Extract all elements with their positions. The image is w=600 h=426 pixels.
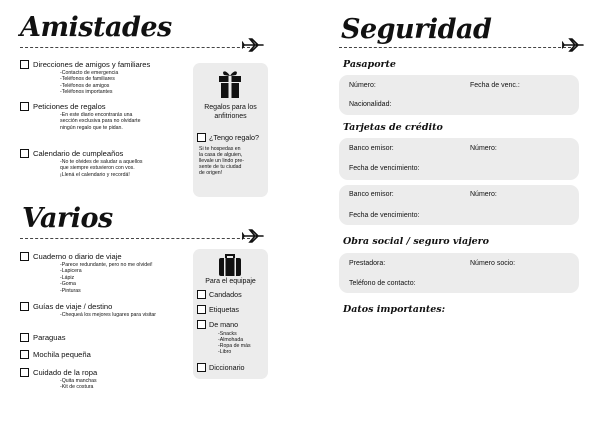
pasaporte-nacionalidad-label: Nacionalidad:	[349, 101, 392, 108]
checkbox[interactable]	[197, 305, 206, 314]
detail-line: -Libro	[218, 349, 232, 356]
note-line: llevale un lindo pre-	[199, 158, 244, 165]
item-label: Guías de viaje / destino	[33, 302, 113, 311]
note-line: sente de tu ciudad	[199, 164, 242, 171]
item-detail: -Lápiz	[60, 274, 75, 281]
checkbox[interactable]	[197, 320, 206, 329]
item-detail: -Kit de costura	[60, 384, 94, 391]
luggage-item	[197, 363, 245, 372]
luggage-caption: Para el equipaje	[205, 278, 256, 285]
gift-caption	[193, 104, 268, 121]
item-label: Paraguas	[33, 333, 66, 342]
item-detail: -Teléfonos importantes	[60, 89, 113, 96]
item-detail: -Parece redundante, pero no me olvidei!	[60, 262, 153, 268]
list-item	[20, 368, 195, 391]
detail-line: -Almohada	[218, 337, 244, 344]
checkbox[interactable]	[20, 60, 29, 69]
caption-line: anfitriones	[214, 112, 247, 120]
de-mano-details	[218, 331, 251, 355]
gift-question: ¿Tengo regalo?	[209, 133, 259, 142]
airplane-icon	[242, 229, 264, 243]
gift-checkbox-row	[197, 133, 259, 142]
checkbox[interactable]	[197, 363, 206, 372]
item-detail: ningún regalo que te pidan.	[60, 124, 123, 131]
item-detail: -No te olvides de saludar a aquellos	[60, 159, 143, 165]
item-detail: -Contacto de emergencia	[60, 70, 119, 76]
tarjeta-card	[339, 185, 579, 225]
item-detail: -Teléfonos de familiares	[60, 76, 115, 83]
seguridad-divider	[339, 47, 571, 48]
list-item	[20, 302, 195, 318]
luggage-panel	[193, 249, 268, 379]
luggage-item-label: Candados	[209, 290, 242, 299]
item-label: Calendario de cumpleaños	[33, 149, 124, 158]
amistades-title: Amistades	[20, 12, 172, 43]
checkbox[interactable]	[20, 149, 29, 158]
luggage-item-label: De mano	[209, 320, 239, 329]
datos-importantes-heading: Datos importantes:	[343, 304, 446, 315]
note-line: Si te hospedas en	[199, 146, 241, 152]
obra-social-card	[339, 253, 579, 293]
checkbox[interactable]	[197, 290, 206, 299]
item-detail: ¡Llená el calendario y recordá!	[60, 171, 130, 178]
tarjetas-heading: Tarjetas de crédito	[343, 122, 443, 133]
checkbox[interactable]	[20, 252, 29, 261]
checkbox[interactable]	[20, 302, 29, 311]
fecha-vencimiento-label: Fecha de vencimiento:	[349, 165, 420, 172]
airplane-icon	[242, 38, 264, 52]
item-detail: -Chequeá los mejores lugares para visitar	[60, 312, 157, 318]
checkbox[interactable]	[197, 133, 206, 142]
item-label: Direcciones de amigos y familiares	[33, 60, 151, 69]
pasaporte-fecha-label: Fecha de venc.:	[470, 82, 520, 89]
prestadora-label: Prestadora:	[349, 260, 386, 267]
amistades-divider	[20, 47, 250, 48]
checkbox[interactable]	[20, 350, 29, 359]
airplane-icon	[562, 38, 584, 52]
telefono-contacto-label: Teléfono de contacto:	[349, 280, 416, 287]
banco-emisor-label: Banco emisor:	[349, 145, 394, 152]
item-detail: -En este diario encontrarás una	[60, 112, 133, 118]
item-detail: -Pinturas	[60, 287, 81, 294]
luggage-item	[197, 305, 239, 314]
tarjeta-card	[339, 138, 579, 180]
detail-line: -Ropa de más	[218, 343, 251, 350]
varios-title: Varios	[22, 203, 113, 234]
gift-icon	[218, 69, 242, 99]
gift-panel	[193, 63, 268, 197]
checkbox[interactable]	[20, 368, 29, 377]
tarjeta-numero-label: Número:	[470, 191, 497, 198]
luggage-icon	[218, 253, 242, 277]
checkbox[interactable]	[20, 102, 29, 111]
varios-divider	[20, 238, 250, 239]
item-label: Cuaderno o diario de viaje	[33, 252, 122, 261]
tarjeta-numero-label: Número:	[470, 145, 497, 152]
list-item	[20, 102, 195, 131]
list-item	[20, 350, 195, 359]
list-item	[20, 333, 195, 342]
seguridad-title: Seguridad	[341, 14, 492, 45]
item-detail: -Teléfonos de amigos	[60, 82, 110, 89]
fecha-vencimiento-label: Fecha de vencimiento:	[349, 212, 420, 219]
item-detail: -Goma	[60, 281, 76, 288]
item-detail: que siempre estuvieron con vos.	[60, 165, 135, 172]
pasaporte-card	[339, 75, 579, 115]
note-line: de origen!	[199, 170, 223, 177]
luggage-item	[197, 320, 238, 329]
luggage-item-label: Etiquetas	[209, 305, 239, 314]
note-line: la casa de alguien,	[199, 152, 243, 159]
list-item	[20, 252, 195, 294]
checkbox[interactable]	[20, 333, 29, 342]
item-detail: -Quita manchas	[60, 378, 97, 384]
item-detail: -Lapicera	[60, 268, 82, 275]
item-label: Mochila pequeña	[33, 350, 91, 359]
caption-line: Regalos para los	[204, 104, 257, 111]
luggage-item	[197, 290, 242, 299]
item-detail: sección exclusiva para no olvidarte	[60, 118, 141, 125]
list-item	[20, 60, 195, 96]
pasaporte-heading: Pasaporte	[343, 59, 396, 70]
banco-emisor-label: Banco emisor:	[349, 191, 394, 198]
gift-note	[199, 146, 244, 176]
numero-socio-label: Número socio:	[470, 260, 516, 267]
item-label: Cuidado de la ropa	[33, 368, 98, 377]
list-item	[20, 149, 195, 178]
item-label: Peticiones de regalos	[33, 102, 106, 111]
detail-line: -Snacks	[218, 331, 237, 337]
pasaporte-numero-label: Número:	[349, 82, 376, 89]
luggage-item-label: Diccionario	[209, 363, 245, 372]
obra-social-heading: Obra social / seguro viajero	[343, 236, 490, 247]
